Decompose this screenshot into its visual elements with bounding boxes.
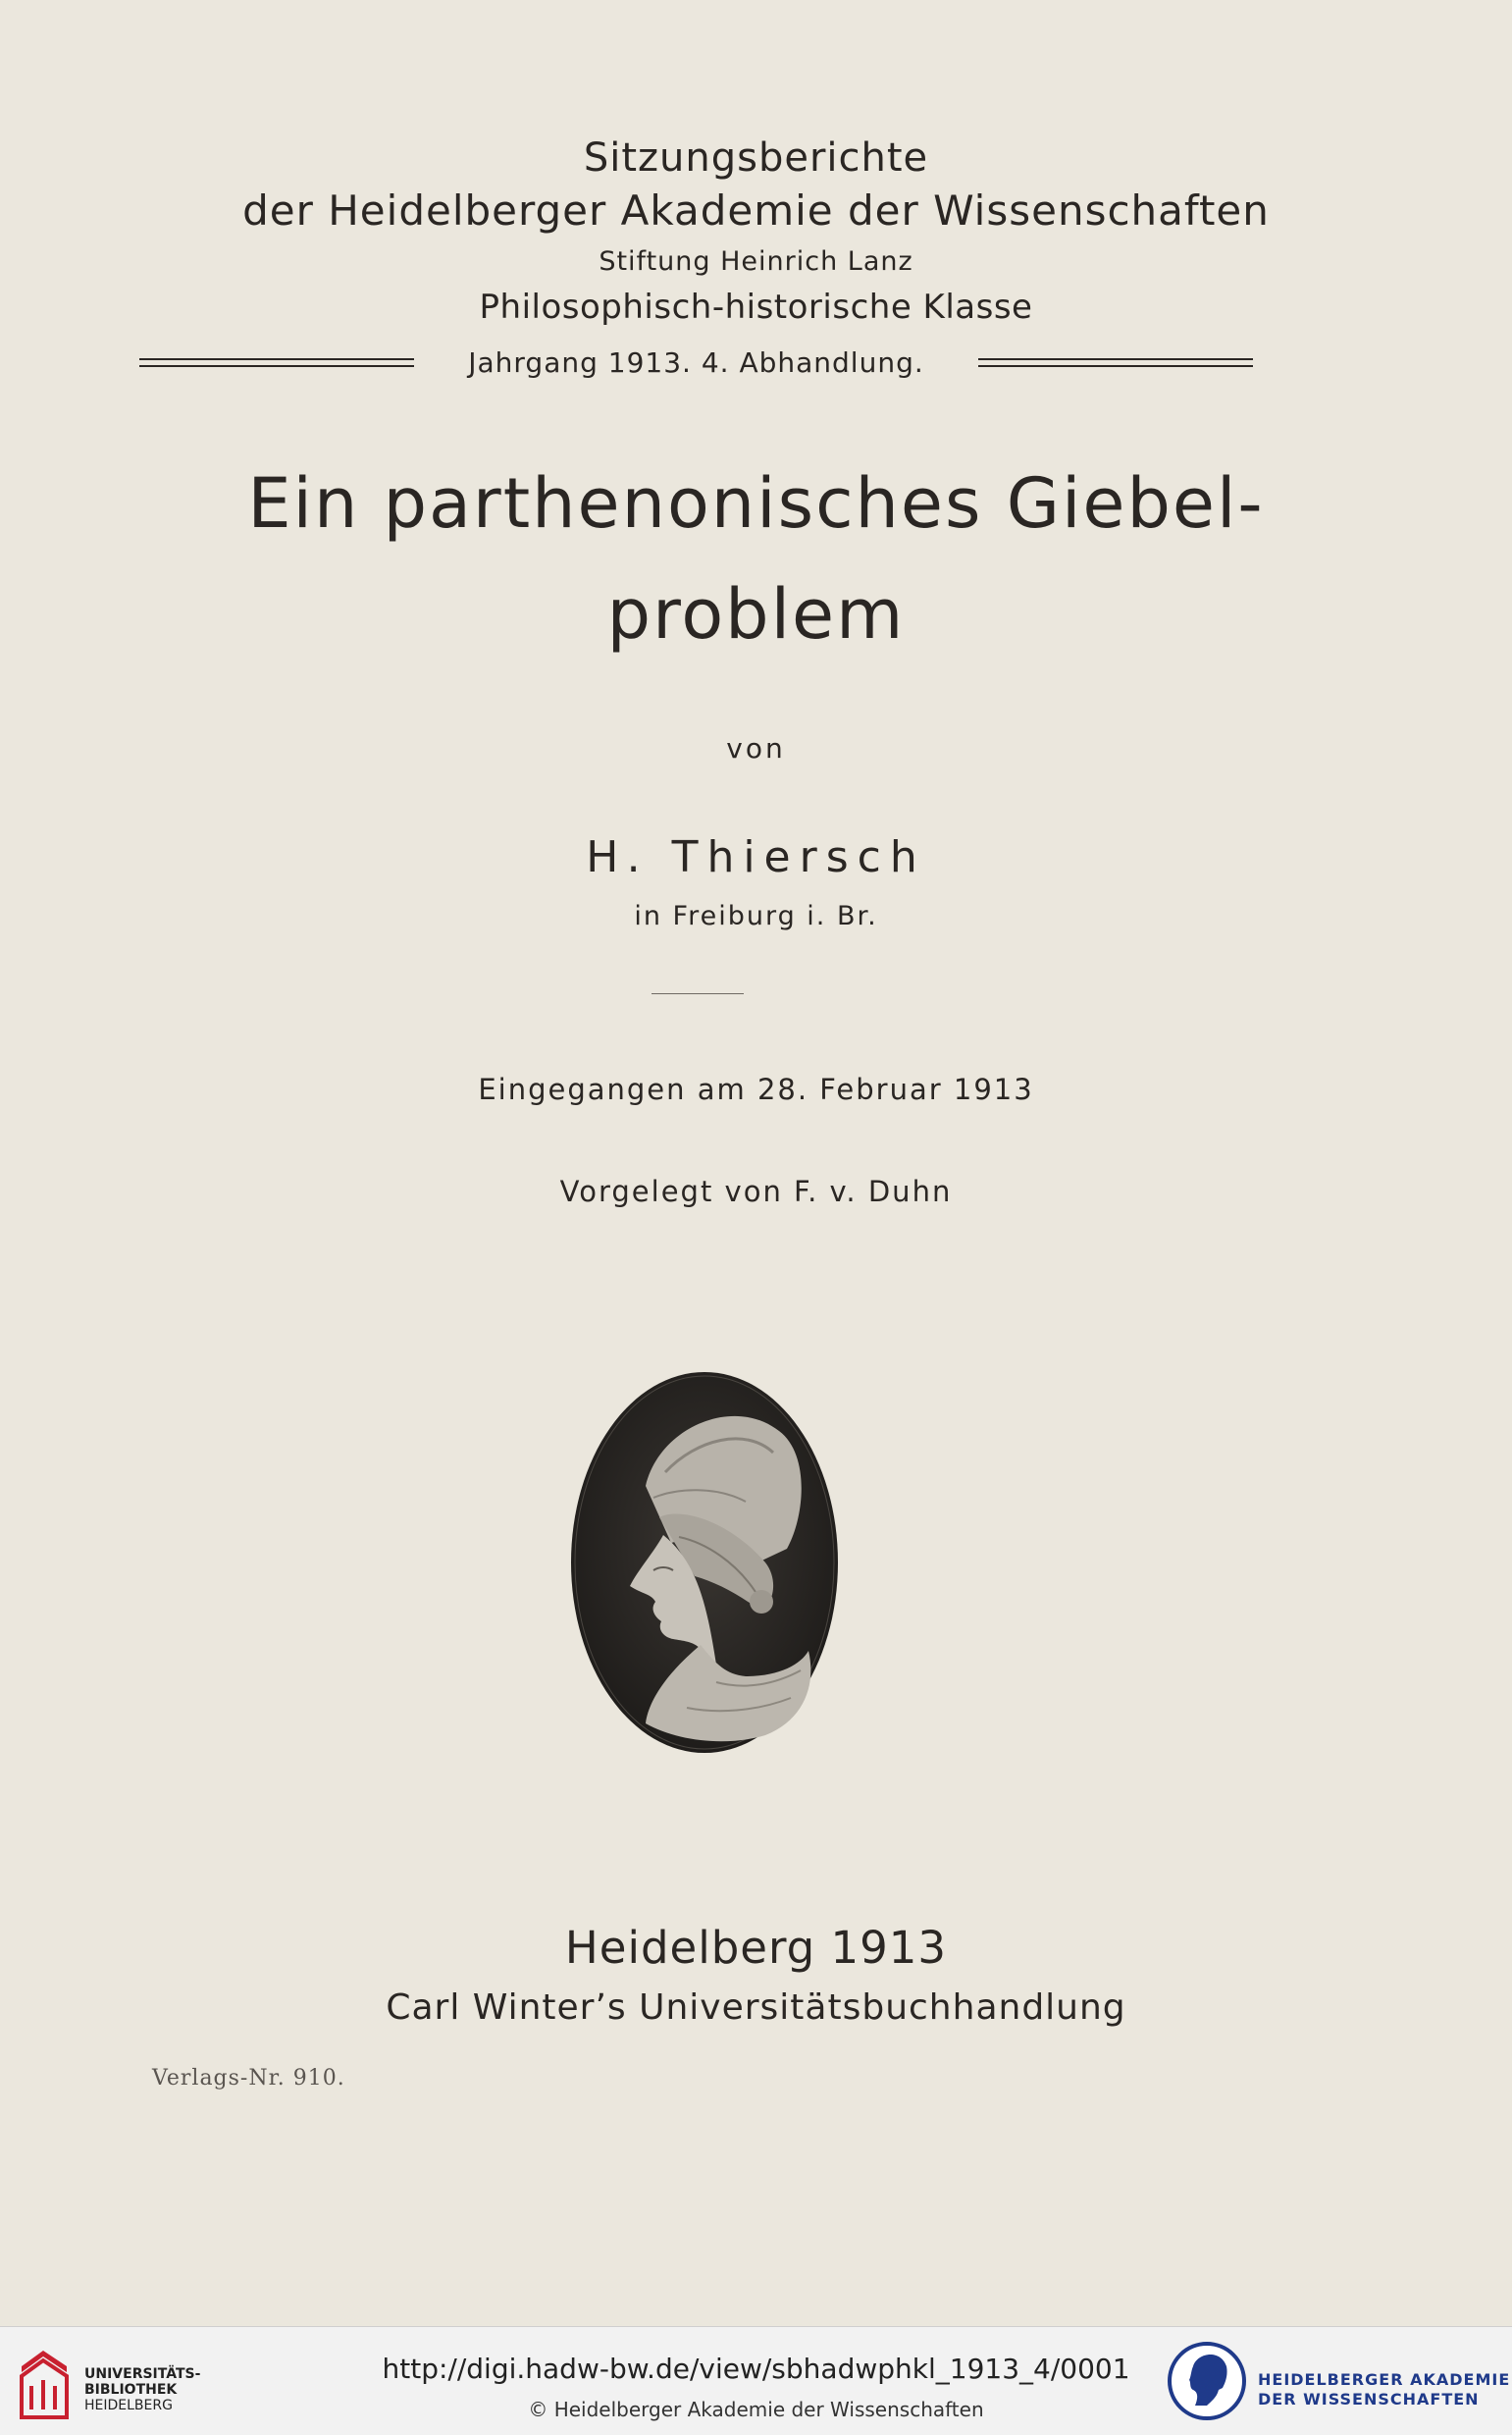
publisher-name: Carl Winter’s Universitätsbuchhandlung [386, 1987, 1126, 2028]
volume-info: Jahrgang 1913. 4. Abhandlung. [468, 345, 924, 379]
academy-logo[interactable] [1168, 2337, 1511, 2425]
author-location: in Freiburg i. Br. [634, 901, 878, 931]
permalink-url[interactable]: http://digi.hadw-bw.de/view/sbhadwphkl_1913_4/0001 [382, 2353, 1130, 2385]
academy-line-1: HEIDELBERGER AKADEMIE [1258, 2370, 1511, 2389]
imprint-city-year: Heidelberg 1913 [564, 1922, 948, 1974]
main-title-line-1: Ein parthenonisches Giebel- [247, 463, 1265, 544]
academy-name-text [1258, 2370, 1510, 2409]
viewer-footer [0, 2326, 1512, 2435]
ub-line-1: UNIVERSITÄTS- [84, 2366, 201, 2382]
ub-line-3: HEIDELBERG [84, 2398, 173, 2413]
author-name: H. Thiersch [586, 832, 926, 882]
left-double-rule [139, 358, 414, 367]
volume-row [139, 341, 1253, 384]
right-double-rule [978, 358, 1253, 367]
foundation-line: Stiftung Heinrich Lanz [599, 246, 913, 277]
ub-line-2: BIBLIOTHEK [84, 2382, 178, 2398]
separator-rule [652, 993, 744, 994]
class-line: Philosophisch-historische Klasse [479, 288, 1033, 327]
received-date: Eingegangen am 28. Februar 1913 [478, 1073, 1034, 1106]
athena-cameo-emblem [569, 1370, 840, 1755]
academy-name: der Heidelberger Akademie der Wissenschaften [242, 186, 1270, 235]
series-title: Sitzungsberichte [583, 135, 929, 181]
academy-line-2: DER WISSENSCHAFTEN [1258, 2390, 1480, 2409]
main-title-line-2: problem [606, 574, 906, 655]
publisher-number: Verlags-Nr. 910. [152, 2066, 345, 2091]
by-word: von [726, 732, 786, 765]
presented-by: Vorgelegt von F. v. Duhn [559, 1175, 953, 1208]
copyright-notice: © Heidelberger Akademie der Wissenschaften [528, 2398, 984, 2421]
academy-emblem-icon [1168, 2337, 1246, 2425]
